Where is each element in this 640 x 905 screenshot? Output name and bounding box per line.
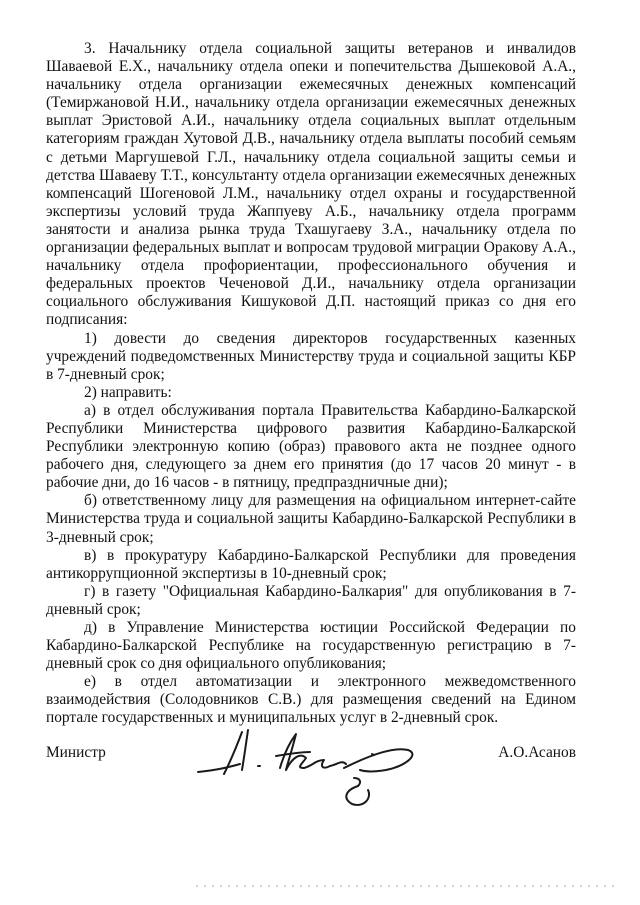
handwritten-signature-icon [196,724,426,814]
signatory-name: А.О.Асанов [498,744,576,761]
document-body [46,40,576,728]
paragraph-3-2-b: б) ответственному лицу для размещения на официальном интернет-сайте Министерства труда и социальной защиты Кабардино-Балкарской Республики в 3-дневный срок; [46,492,576,546]
paragraph-3-2: 2) направить: [84,383,172,401]
paragraph-3-2-a: а) в отдел обслуживания портала Правительства Кабардино-Балкарской Республики Министерства цифрового развития Кабардино-Балкарской Республики электронную копию (образ) правового акта не позднее одного рабочего дня, следующего за днем его принятия (до 17 часов 20 минут - в рабочие дни, до 16 часов - в пятницу, предпраздничные дни); [46,401,576,492]
paragraph-3-1: 1) довести до сведения директоров государственных казенных учреждений подведомственных Министерству труда и социальной защиты КБР в 7-дневный срок; [46,329,576,383]
paragraph-3-2-e: е) в отдел автоматизации и электронного межведомственного взаимодействия (Солодовников С.В.) для размещения сведений на Едином портале государственных и муниципальных услуг в 2-дневный срок. [46,673,576,727]
paragraph-3-2-d: д) в Управление Министерства юстиции Российской Федерации по Кабардино-Балкарской Республике на государственную регистрацию в 7-дневный срок со дня официального опубликования; [46,619,576,673]
paragraph-3-2-g: г) в газету "Официальная Кабардино-Балкария" для опубликования в 7-дневный срок; [46,582,576,618]
paragraph-3-2-v: в) в прокуратуру Кабардино-Балкарской Республики для проведения антикоррупционной экспертизы в 10-дневный срок; [46,546,576,582]
page-edge-artifact [196,884,616,888]
signature-block [46,744,576,804]
paragraph-3: 3. Начальнику отдела социальной защиты ветеранов и инвалидов Шаваевой Е.Х., начальнику отдела опеки и попечительства Дышековой А.А., начальнику отдела организации ежемесячных денежных компенсаций (Темиржановой Н.И., начальнику отдела организации ежемесячных денежных выплат Эристовой А.И., начальнику отдела социальных выплат отдельным категориям граждан Хутовой Д.В., начальнику отдела выплаты пособий семьям с детьми Маргушевой Г.Л., начальнику отдела социальной защиты семьи и детства Шаваеву Т.Т., консультанту отдела организации ежемесячных денежных компенсаций Шогеновой Л.М., начальнику отдел охраны и государственной экспертизы условий труда Жаппуеву А.Б., начальнику отдела программ занятости и анализа рынка труда Тхашугаеву З.А., начальнику отдела по организации федеральных выплат и вопросам трудовой миграции Оракову А.А., начальнику отдела профориентации, профессионального обучения и федеральных проектов Чеченовой Д.И., начальнику отдела организации социального обслуживания Кишуковой Д.П. настоящий приказ со дня его подписания: [46,40,576,329]
signatory-position: Министр [46,744,106,761]
